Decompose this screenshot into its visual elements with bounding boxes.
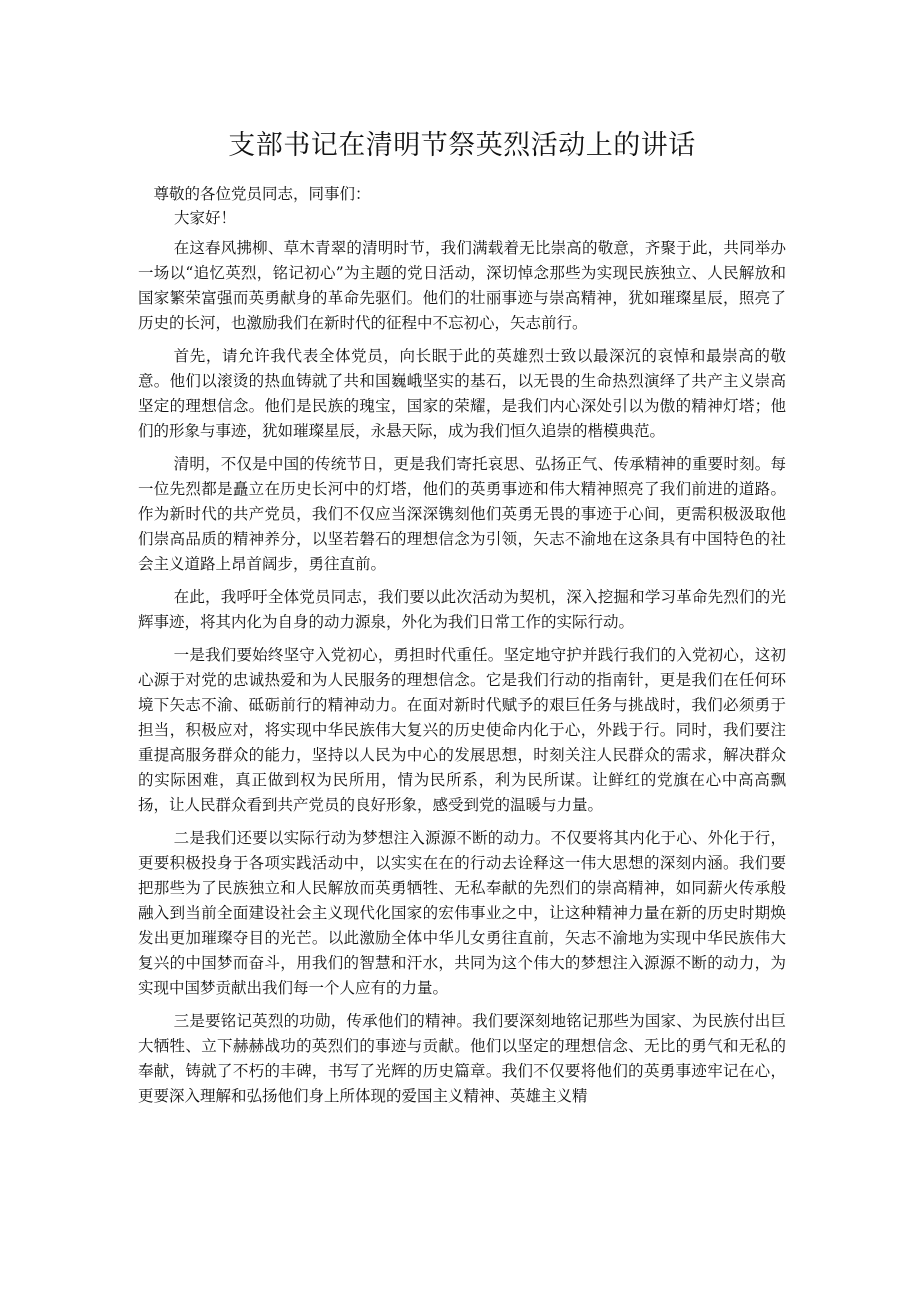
paragraph-qingming: 清明，不仅是中国的传统节日，更是我们寄托哀思、弘扬正气、传承精神的重要时刻。每一位先烈都是矗立在历史长河中的灯塔，他们的英勇事迹和伟大精神照亮了我们前进的道路。作为新时代的共产党员，我们不仅应当深深镌刻他们英勇无畏的事迹于心间，更需积极汲取他们崇高品质的精神养分，以坚若磐石的理想信念为引领，矢志不渝地在这条具有中国特色的社会主义道路上昂首阔步，勇往直前。 bbox=[138, 455, 786, 573]
paragraph-point-two: 二是我们还要以实际行动为梦想注入源源不断的动力。不仅要将其内化于心、外化于行，更要积极投身于各项实践活动中，以实实在在的行动去诠释这一伟大思想的深刻内涵。我们要把那些为了民族独立和人民解放而英勇牺牲、无私奉献的先烈们的崇高精神，如同薪火传承般融入到当前全面建设社会主义现代化国家的宏伟事业之中，让这种精神力量在新的历史时期焕发出更加璀璨夺目的光芒。以此激励全体中华儿女勇往直前，矢志不渝地为实现中华民族伟大复兴的中国梦而奋斗，用我们的智慧和汗水，共同为这个伟大的梦想注入源源不断的动力，为实现中国梦贡献出我们每一个人应有的力量。 bbox=[138, 829, 786, 997]
document-page bbox=[138, 128, 786, 1117]
salutation: 尊敬的各位党员同志，同事们： bbox=[153, 185, 371, 203]
paragraph-appeal: 在此，我呼吁全体党员同志，我们要以此次活动为契机，深入挖掘和学习革命先烈们的光辉事迹，将其内化为自身的动力源泉，外化为我们日常工作的实际行动。 bbox=[138, 588, 786, 631]
paragraph-tribute: 首先，请允许我代表全体党员，向长眠于此的英雄烈士致以最深沉的哀悼和最崇高的敬意。他们以滚烫的热血铸就了共和国巍峨坚实的基石，以无畏的生命热烈演绎了共产主义崇高坚定的理想信念。他们是民族的瑰宝，国家的荣耀，是我们内心深处引以为傲的精神灯塔；他们的形象与事迹，犹如璀璨星辰，永悬天际，成为我们恒久追崇的楷模典范。 bbox=[138, 347, 786, 440]
paragraph-point-one: 一是我们要始终坚守入党初心，勇担时代重任。坚定地守护并践行我们的入党初心，这初心源于对党的忠诚热爱和为人民服务的理想信念。它是我们行动的指南针，更是我们在任何环境下矢志不渝、砥砺前行的精神动力。在面对新时代赋予的艰巨任务与挑战时，我们必须勇于担当，积极应对，将实现中华民族伟大复兴的历史使命内化于心，外践于行。同时，我们要注重提高服务群众的能力，坚持以人民为中心的发展思想，时刻关注人民群众的需求，解决群众的实际困难，真正做到权为民所用，情为民所系，利为民所谋。让鲜红的党旗在心中高高飘扬，让人民群众看到共产党员的良好形象，感受到党的温暖与力量。 bbox=[138, 646, 786, 814]
document-title: 支部书记在清明节祭英烈活动上的讲话 bbox=[228, 130, 696, 161]
greeting: 大家好！ bbox=[174, 209, 237, 227]
paragraph-opening: 在这春风拂柳、草木青翠的清明时节，我们满载着无比崇高的敬意，齐聚于此，共同举办一场以“追忆英烈，铭记初心”为主题的党日活动，深切悼念那些为实现民族独立、人民解放和国家繁荣富强而英勇献身的革命先驱们。他们的壮丽事迹与崇高精神，犹如璀璨星辰，照亮了历史的长河，也激励我们在新时代的征程中不忘初心，矢志前行。 bbox=[138, 239, 786, 332]
paragraph-point-three: 三是要铭记英烈的功勋，传承他们的精神。我们要深刻地铭记那些为国家、为民族付出巨大牺牲、立下赫赫战功的英烈们的事迹与贡献。他们以坚定的理想信念、无比的勇气和无私的奉献，铸就了不朽的丰碑，书写了光辉的历史篇章。我们不仅要将他们的英勇事迹牢记在心，更要深入理解和弘扬他们身上所体现的爱国主义精神、英雄主义精 bbox=[138, 1012, 786, 1105]
